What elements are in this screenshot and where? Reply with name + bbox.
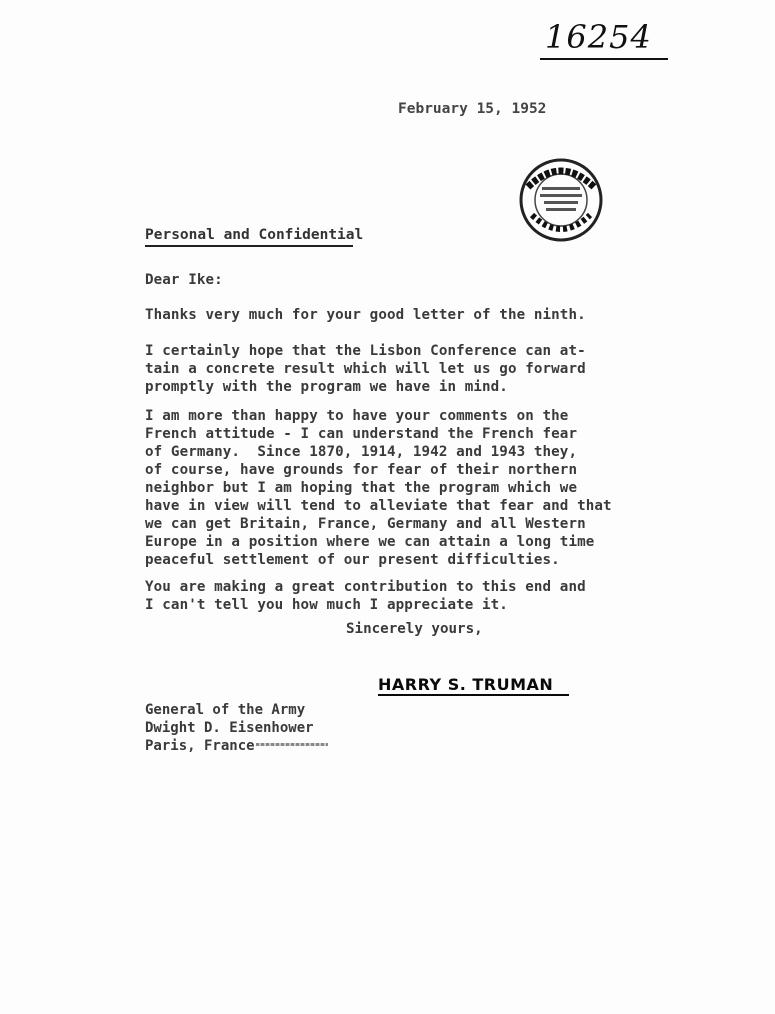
body-line: tain a concrete result which will let us go forward	[145, 361, 586, 377]
body-line: of Germany. Since 1870, 1914, 1942 and 1943 they,	[145, 444, 578, 460]
body-line: Europe in a position where we can attain a long time	[145, 534, 595, 550]
letter-date: February 15, 1952	[398, 101, 547, 117]
body-line: French attitude - I can understand the French fear	[145, 426, 578, 442]
ink-smudge	[256, 743, 328, 746]
body-line: peaceful settlement of our present difficulties.	[145, 552, 560, 568]
addressee-line: Dwight D. Eisenhower	[145, 720, 314, 736]
body-line: of course, have grounds for fear of their northern	[145, 462, 578, 478]
body-line: neighbor but I am hoping that the program which we	[145, 480, 578, 496]
closing: Sincerely yours,	[346, 621, 483, 637]
heading-underline	[145, 245, 353, 247]
body-line: have in view will tend to alleviate that fear and that	[145, 498, 612, 514]
body-line: promptly with the program we have in mind.	[145, 379, 508, 395]
file-number: 16254	[545, 18, 652, 56]
body-line: I am more than happy to have your comments on the	[145, 408, 569, 424]
signature: HARRY S. TRUMAN	[378, 675, 554, 694]
file-number-underline	[540, 58, 668, 60]
confidential-heading: Personal and Confidential	[145, 227, 364, 243]
body-line: Thanks very much for your good letter of the ninth.	[145, 307, 586, 323]
body-line: You are making a great contribution to this end and	[145, 579, 586, 595]
body-line: I certainly hope that the Lisbon Conference can at-	[145, 343, 586, 359]
addressee-line: General of the Army	[145, 702, 306, 718]
body-line: I can't tell you how much I appreciate it.	[145, 597, 508, 613]
addressee-line: Paris, France	[145, 738, 255, 754]
signature-underline	[378, 694, 569, 696]
salutation: Dear Ike:	[145, 272, 223, 288]
archive-stamp	[518, 157, 604, 243]
body-line: we can get Britain, France, Germany and all Western	[145, 516, 586, 532]
